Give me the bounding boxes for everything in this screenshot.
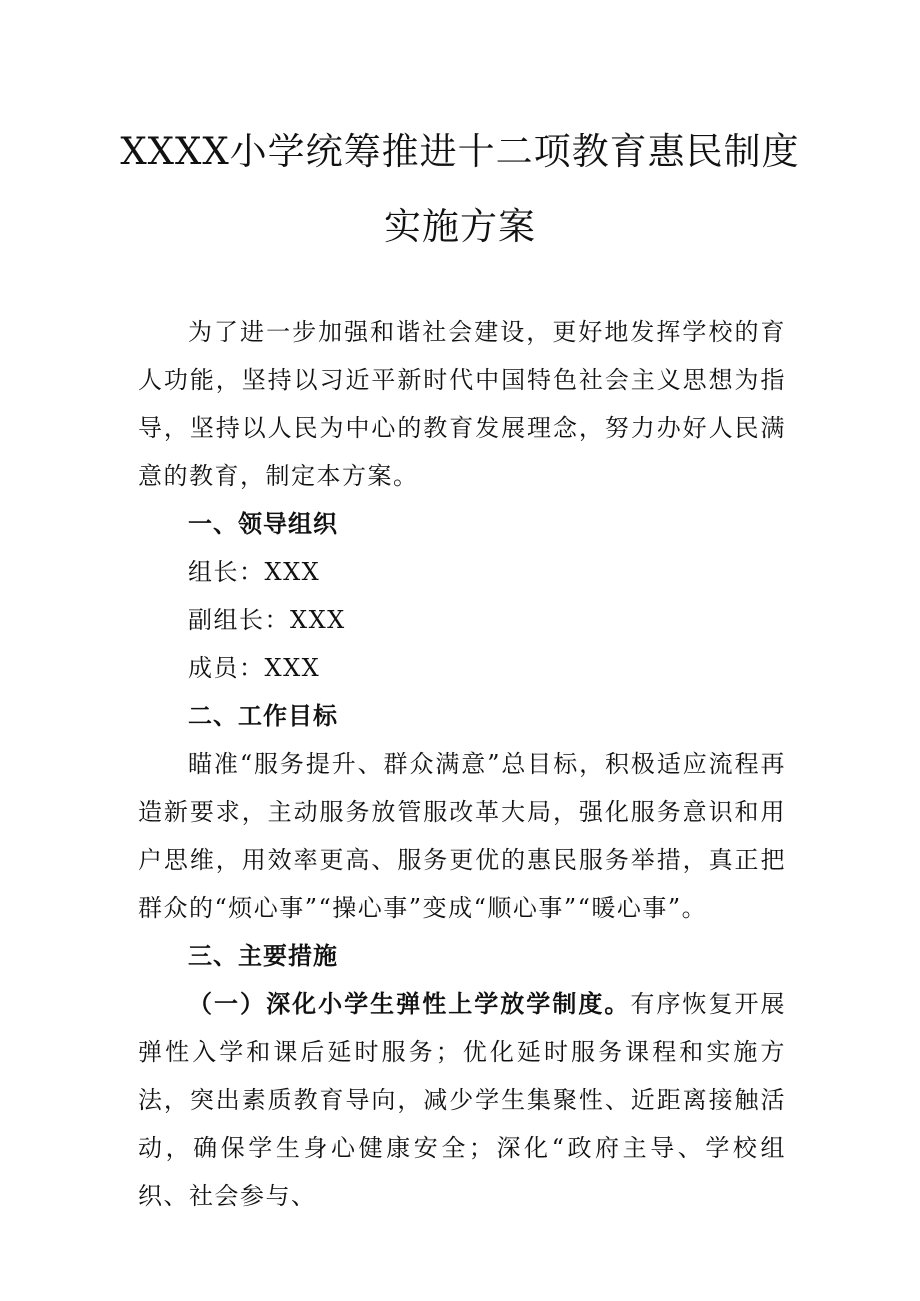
leader-line: 组长：XXX	[188, 558, 321, 586]
goals-paragraph: 瞄准“服务提升、群众满意”总目标，积极适应流程再造新要求，主动服务放管服改革大局，强化服务意识和用户思维，用效率更高、服务更优的惠民服务举措，真正把群众的“烦心事”“操心事”变成“顺心事”“暖心事”。	[138, 750, 786, 922]
members-line: 成员：XXX	[188, 654, 321, 682]
section-heading-measures: 三、主要措施	[188, 942, 338, 970]
measure-1-title: （一）深化小学生弹性上学放学制度。	[188, 990, 631, 1018]
document-title-line-2: 实施方案	[384, 205, 536, 248]
intro-paragraph: 为了进一步加强和谐社会建设，更好地发挥学校的育人功能，坚持以习近平新时代中国特色社会主义思想为指导，坚持以人民为中心的教育发展理念，努力办好人民满意的教育，制定本方案。	[138, 318, 786, 490]
document-title-line-1: XXXX小学统筹推进十二项教育惠民制度	[120, 130, 800, 173]
measure-1-text: 有序恢复开展弹性入学和课后延时服务；优化延时服务课程和实施方法，突出素质教育导向，减少学生集聚性、近距离接触活动，确保学生身心健康安全；深化“政府主导、学校组织、社会参与、	[138, 990, 787, 1210]
section-heading-goals: 二、工作目标	[188, 702, 338, 730]
section-heading-leadership: 一、领导组织	[188, 510, 338, 538]
measure-1-paragraph	[138, 980, 786, 1220]
deputy-leader-line: 副组长：XXX	[188, 606, 346, 634]
